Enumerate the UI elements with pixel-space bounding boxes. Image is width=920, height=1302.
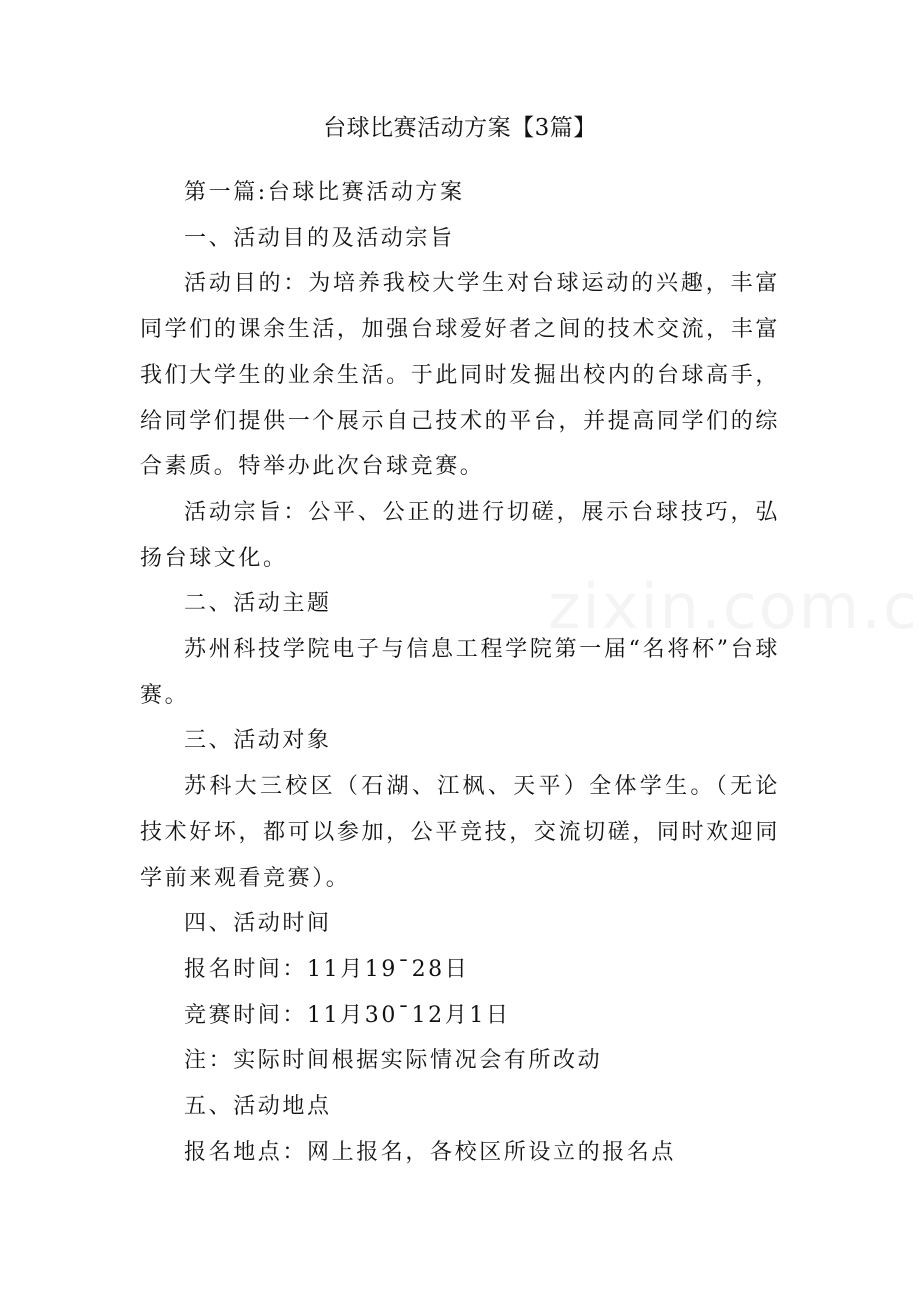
paragraph-audience: 苏科大三校区（石湖、江枫、天平）全体学生。（无论技术好坏，都可以参加，公平竞技，交流切磋，同时欢迎同学前来观看竞赛）。 [140, 774, 780, 891]
document-title: 台球比赛活动方案【3篇】 [323, 115, 597, 141]
document-body [140, 170, 780, 1175]
paragraph-theme: 苏州科技学院电子与信息工程学院第一届“名将杯”台球赛。 [140, 637, 780, 708]
chapter-heading: 第一篇:台球比赛活动方案 [184, 180, 465, 205]
section-heading-location: 五、活动地点 [184, 1094, 332, 1120]
section-heading-audience: 三、活动对象 [184, 728, 332, 754]
paragraph-purpose: 活动目的：为培养我校大学生对台球运动的兴趣，丰富同学们的课余生活，加强台球爱好者之间的技术交流，丰富我们大学生的业余生活。于此同时发掘出校内的台球高手，给同学们提供一个展示自己技术的平台，并提高同学们的综合素质。特举办此次台球竞赛。 [140, 271, 780, 480]
section-heading-theme: 二、活动主题 [184, 591, 332, 617]
paragraph-principle: 活动宗旨：公平、公正的进行切磋，展示台球技巧，弘扬台球文化。 [140, 499, 780, 571]
registration-location: 报名地点：网上报名，各校区所设立的报名点 [184, 1139, 677, 1165]
section-heading-purpose: 一、活动目的及活动宗旨 [184, 225, 455, 251]
section-heading-time: 四、活动时间 [184, 911, 332, 937]
registration-time: 报名时间：11月19¯28日 [184, 956, 470, 982]
competition-time: 竞赛时间：11月30¯12月1日 [184, 1002, 511, 1028]
time-note: 注：实际时间根据实际情况会有所改动 [184, 1048, 603, 1074]
